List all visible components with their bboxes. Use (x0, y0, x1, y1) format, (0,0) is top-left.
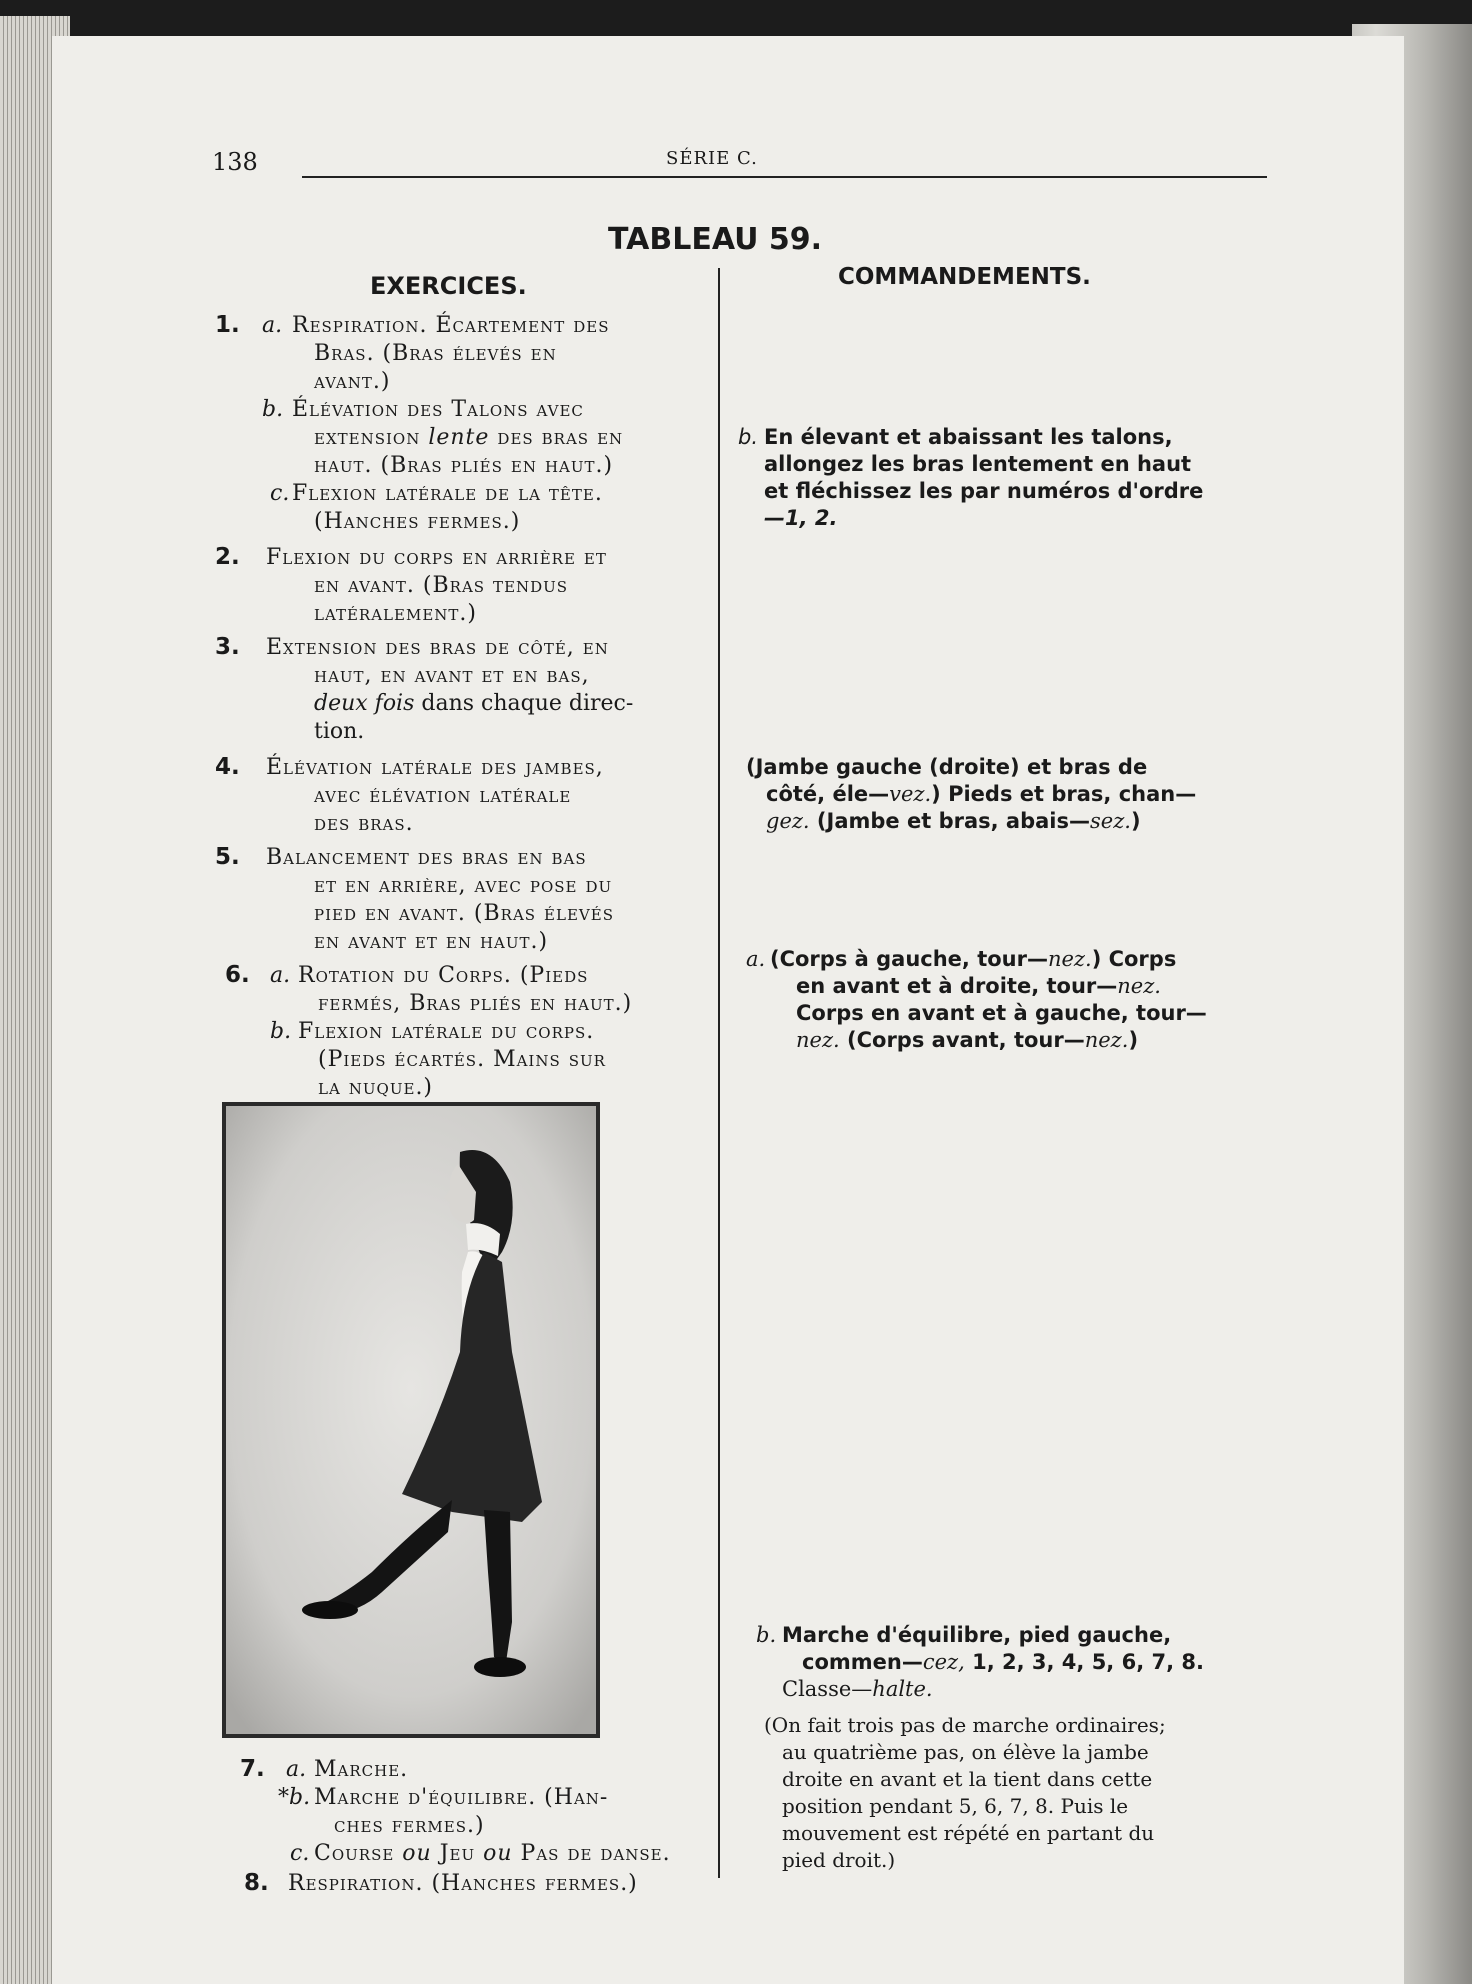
command-line: —1, 2. (764, 506, 838, 530)
exercise-line: Flexion latérale de la tête. (292, 481, 603, 506)
exercise-line: haut, en avant et en bas, (314, 663, 590, 688)
exercise-line: Flexion du corps en arrière et (266, 545, 607, 570)
exercise-line: haut. (Bras pliés en haut.) (314, 453, 614, 478)
command-note-line: mouvement est répété en partant du (782, 1821, 1155, 1845)
exercise-number: 4. (215, 754, 240, 780)
exercise-letter: c. (290, 1841, 310, 1866)
exercise-line: (Pieds écartés. Mains sur (318, 1047, 606, 1072)
exercise-line: fermés, Bras pliés en haut.) (318, 991, 633, 1016)
command-note-line: au quatrième pas, on élève la jambe (782, 1740, 1149, 1764)
exercise-letter: b. (270, 1019, 292, 1044)
exercise-number: 2. (215, 544, 240, 570)
command-line: gez. (Jambe et bras, abais—sez.) (766, 809, 1141, 833)
running-title: SÉRIE C. (666, 148, 758, 169)
exercise-line: Extension des bras de côté, en (266, 635, 609, 660)
exercise-letter: *b. (278, 1785, 311, 1810)
exercise-number: 3. (215, 634, 240, 660)
exercise-number: 7. (240, 1756, 265, 1782)
header-rule (302, 176, 1267, 178)
exercise-line: avec élévation latérale (314, 783, 572, 808)
column-divider (718, 268, 720, 1878)
exercise-line: Respiration. Écartement des (292, 313, 610, 338)
command-line: (Corps à gauche, tour—nez.) Corps (770, 947, 1177, 971)
command-line: nez. (Corps avant, tour—nez.) (796, 1028, 1139, 1052)
exercise-line: la nuque.) (318, 1075, 434, 1100)
exercise-number: 6. (225, 962, 250, 988)
commands-heading: COMMANDEMENTS. (838, 264, 1091, 290)
table-title: TABLEAU 59. (608, 222, 823, 257)
command-line: En élevant et abaissant les talons, (764, 425, 1173, 449)
exercise-number: 5. (215, 844, 240, 870)
command-line: Corps en avant et à gauche, tour— (796, 1001, 1207, 1025)
command-note-line: droite en avant et la tient dans cette (782, 1767, 1153, 1791)
exercise-line: deux fois dans chaque direc- (314, 691, 634, 716)
command-line: (Jambe gauche (droite) et bras de (746, 755, 1148, 779)
exercise-line: tion. (314, 719, 365, 744)
exercise-line: Rotation du Corps. (Pieds (298, 963, 589, 988)
exercise-line: Balancement des bras en bas (266, 845, 587, 870)
exercise-line: Élévation des Talons avec (292, 397, 584, 422)
command-letter: b. (738, 425, 759, 449)
exercise-number: 8. (244, 1870, 269, 1896)
exercise-line: avant.) (314, 369, 391, 394)
exercise-line: latéralement.) (314, 601, 477, 626)
command-note-line: position pendant 5, 6, 7, 8. Puis le (782, 1794, 1129, 1818)
command-line: et fléchissez les par numéros d'ordre (764, 479, 1204, 503)
exercise-line: extension lente des bras en (314, 425, 624, 450)
exercise-line: Élévation latérale des jambes, (266, 755, 604, 780)
command-line: commen—cez, 1, 2, 3, 4, 5, 6, 7, 8. (802, 1650, 1204, 1674)
command-letter: a. (746, 947, 766, 971)
exercise-line: en avant et en haut.) (314, 929, 549, 954)
exercise-number: 1. (215, 312, 240, 338)
exercise-line: Marche. (314, 1757, 409, 1782)
command-line: Marche d'équilibre, pied gauche, (782, 1623, 1172, 1647)
exercise-line: Bras. (Bras élevés en (314, 341, 557, 366)
girl-walking-figure (222, 1102, 600, 1738)
exercise-line: pied en avant. (Bras élevés (314, 901, 614, 926)
exercise-letter: a. (286, 1757, 307, 1782)
exercise-letter: a. (270, 963, 291, 988)
exercise-photo (222, 1102, 600, 1738)
exercise-line: Respiration. (Hanches fermes.) (288, 1871, 638, 1896)
exercise-line: ches fermes.) (334, 1813, 485, 1838)
exercise-line: Course ou Jeu ou Pas de danse. (314, 1841, 671, 1866)
command-line: en avant et à droite, tour—nez. (796, 974, 1161, 998)
command-note-line: pied droit.) (782, 1848, 896, 1872)
command-letter: b. (756, 1623, 777, 1647)
command-line: allongez les bras lentement en haut (764, 452, 1192, 476)
page-number: 138 (212, 148, 258, 176)
command-line: côté, éle—vez.) Pieds et bras, chan— (766, 782, 1197, 806)
exercise-line: Marche d'équilibre. (Han- (314, 1785, 609, 1810)
exercise-letter: b. (262, 397, 284, 422)
exercise-line: (Hanches fermes.) (314, 509, 521, 534)
exercises-heading: EXERCICES. (370, 272, 527, 300)
exercise-line: et en arrière, avec pose du (314, 873, 613, 898)
exercise-line: des bras. (314, 811, 414, 836)
exercise-line: Flexion latérale du corps. (298, 1019, 595, 1044)
command-line: Classe—halte. (782, 1677, 933, 1701)
book-page (52, 36, 1404, 1984)
exercise-letter: c. (270, 481, 290, 506)
command-note-line: (On fait trois pas de marche ordinaires; (764, 1713, 1166, 1737)
exercise-letter: a. (262, 313, 283, 338)
exercise-line: en avant. (Bras tendus (314, 573, 569, 598)
